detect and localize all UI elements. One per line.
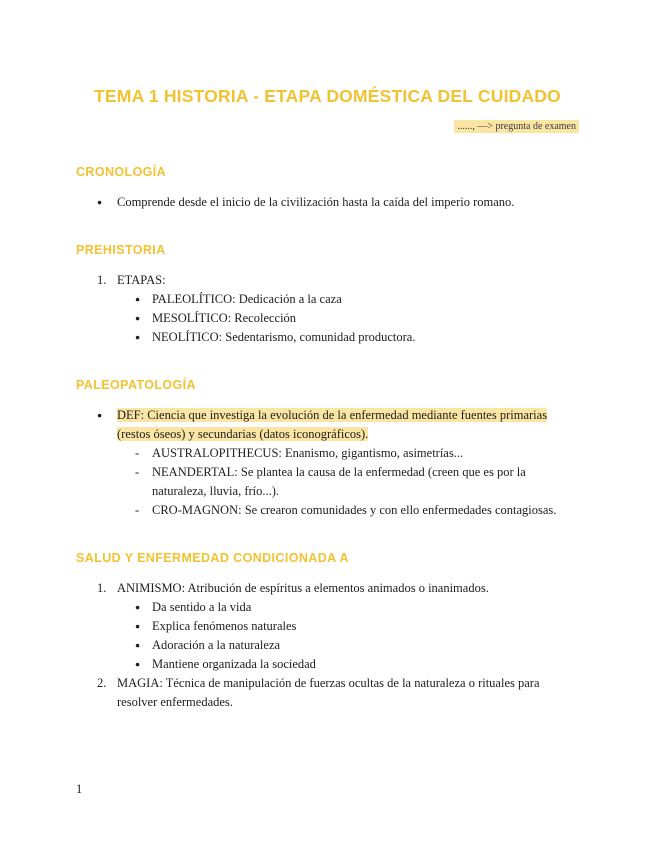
list-item xyxy=(76,501,579,520)
bullet-icon: ● xyxy=(97,410,103,420)
list-item-text: Explica fenómenos naturales xyxy=(152,619,297,633)
section-body xyxy=(76,406,579,520)
list-item-text: Comprende desde el inicio de la civilización hasta la caída del imperio romano. xyxy=(117,195,515,209)
section-body xyxy=(76,271,579,347)
section-paleopatologia xyxy=(76,378,579,520)
list-item-text: Da sentido a la vida xyxy=(152,600,252,614)
dash-marker: - xyxy=(135,465,140,479)
list-item-text: Adoración a la naturaleza xyxy=(152,638,281,652)
list-item-text: Mantiene organizada la sociedad xyxy=(152,657,316,671)
section-prehistoria xyxy=(76,243,579,347)
highlighted-definition: DEF: Ciencia que investiga la evolución de la enfermedad mediante fuentes primarias (restos óseos) y secundarias (datos iconográficos). xyxy=(117,408,548,441)
list-item-text: NEANDERTAL: Se plantea la causa de la enfermedad (creen que es por la naturaleza, lluvia, frío...). xyxy=(152,465,526,498)
list-item xyxy=(76,598,579,617)
dash-marker: - xyxy=(135,446,140,460)
number-marker: 2. xyxy=(97,676,107,690)
section-heading: PALEOPATOLOGÍA xyxy=(76,378,196,392)
bullet-icon: ● xyxy=(135,294,141,304)
list-item xyxy=(76,406,579,444)
list-item xyxy=(76,636,579,655)
page-number: 1 xyxy=(76,782,83,796)
list-item xyxy=(76,655,579,674)
list-item xyxy=(76,463,579,501)
list-item-text: NEOLÍTICO: Sedentarismo, comunidad productora. xyxy=(152,330,416,344)
list-item-text: ANIMISMO: Atribución de espíritus a elementos animados o inanimados. xyxy=(117,581,489,595)
bullet-icon: ● xyxy=(97,197,103,207)
exam-note-row xyxy=(76,120,579,134)
list-item-text: AUSTRALOPITHECUS: Enanismo, gigantismo, asimetrías... xyxy=(152,446,464,460)
section-heading: PREHISTORIA xyxy=(76,243,166,257)
exam-note-highlight: ......, —> pregunta de examen xyxy=(454,120,579,133)
list-item-text: PALEOLÍTICO: Dedicación a la caza xyxy=(152,292,342,306)
list-item xyxy=(76,674,579,712)
bullet-icon: ● xyxy=(135,332,141,342)
list-item xyxy=(76,193,579,212)
section-cronologia xyxy=(76,165,579,212)
section-salud-y-enfermedad xyxy=(76,551,579,712)
section-body xyxy=(76,579,579,712)
bullet-icon: ● xyxy=(135,602,141,612)
section-body xyxy=(76,193,579,212)
section-heading: SALUD Y ENFERMEDAD CONDICIONADA A xyxy=(76,551,349,565)
list-item xyxy=(76,579,579,598)
list-item xyxy=(76,328,579,347)
page-title: TEMA 1 HISTORIA - ETAPA DOMÉSTICA DEL CUIDADO xyxy=(94,86,561,106)
list-item-text: MESOLÍTICO: Recolección xyxy=(152,311,297,325)
list-item-text: MAGIA: Técnica de manipulación de fuerzas ocultas de la naturaleza o rituales para resolver enfermedades. xyxy=(117,676,540,709)
list-item xyxy=(76,290,579,309)
list-item xyxy=(76,271,579,290)
list-item xyxy=(76,617,579,636)
list-item xyxy=(76,309,579,328)
list-item-text: CRO-MAGNON: Se crearon comunidades y con ello enfermedades contagiosas. xyxy=(152,503,557,517)
bullet-icon: ● xyxy=(135,659,141,669)
number-marker: 1. xyxy=(97,581,107,595)
list-item xyxy=(76,444,579,463)
section-heading: CRONOLOGÍA xyxy=(76,165,167,179)
bullet-icon: ● xyxy=(135,313,141,323)
dash-marker: - xyxy=(135,503,140,517)
bullet-icon: ● xyxy=(135,621,141,631)
bullet-icon: ● xyxy=(135,640,141,650)
number-marker: 1. xyxy=(97,273,107,287)
list-item-text: ETAPAS: xyxy=(117,273,166,287)
